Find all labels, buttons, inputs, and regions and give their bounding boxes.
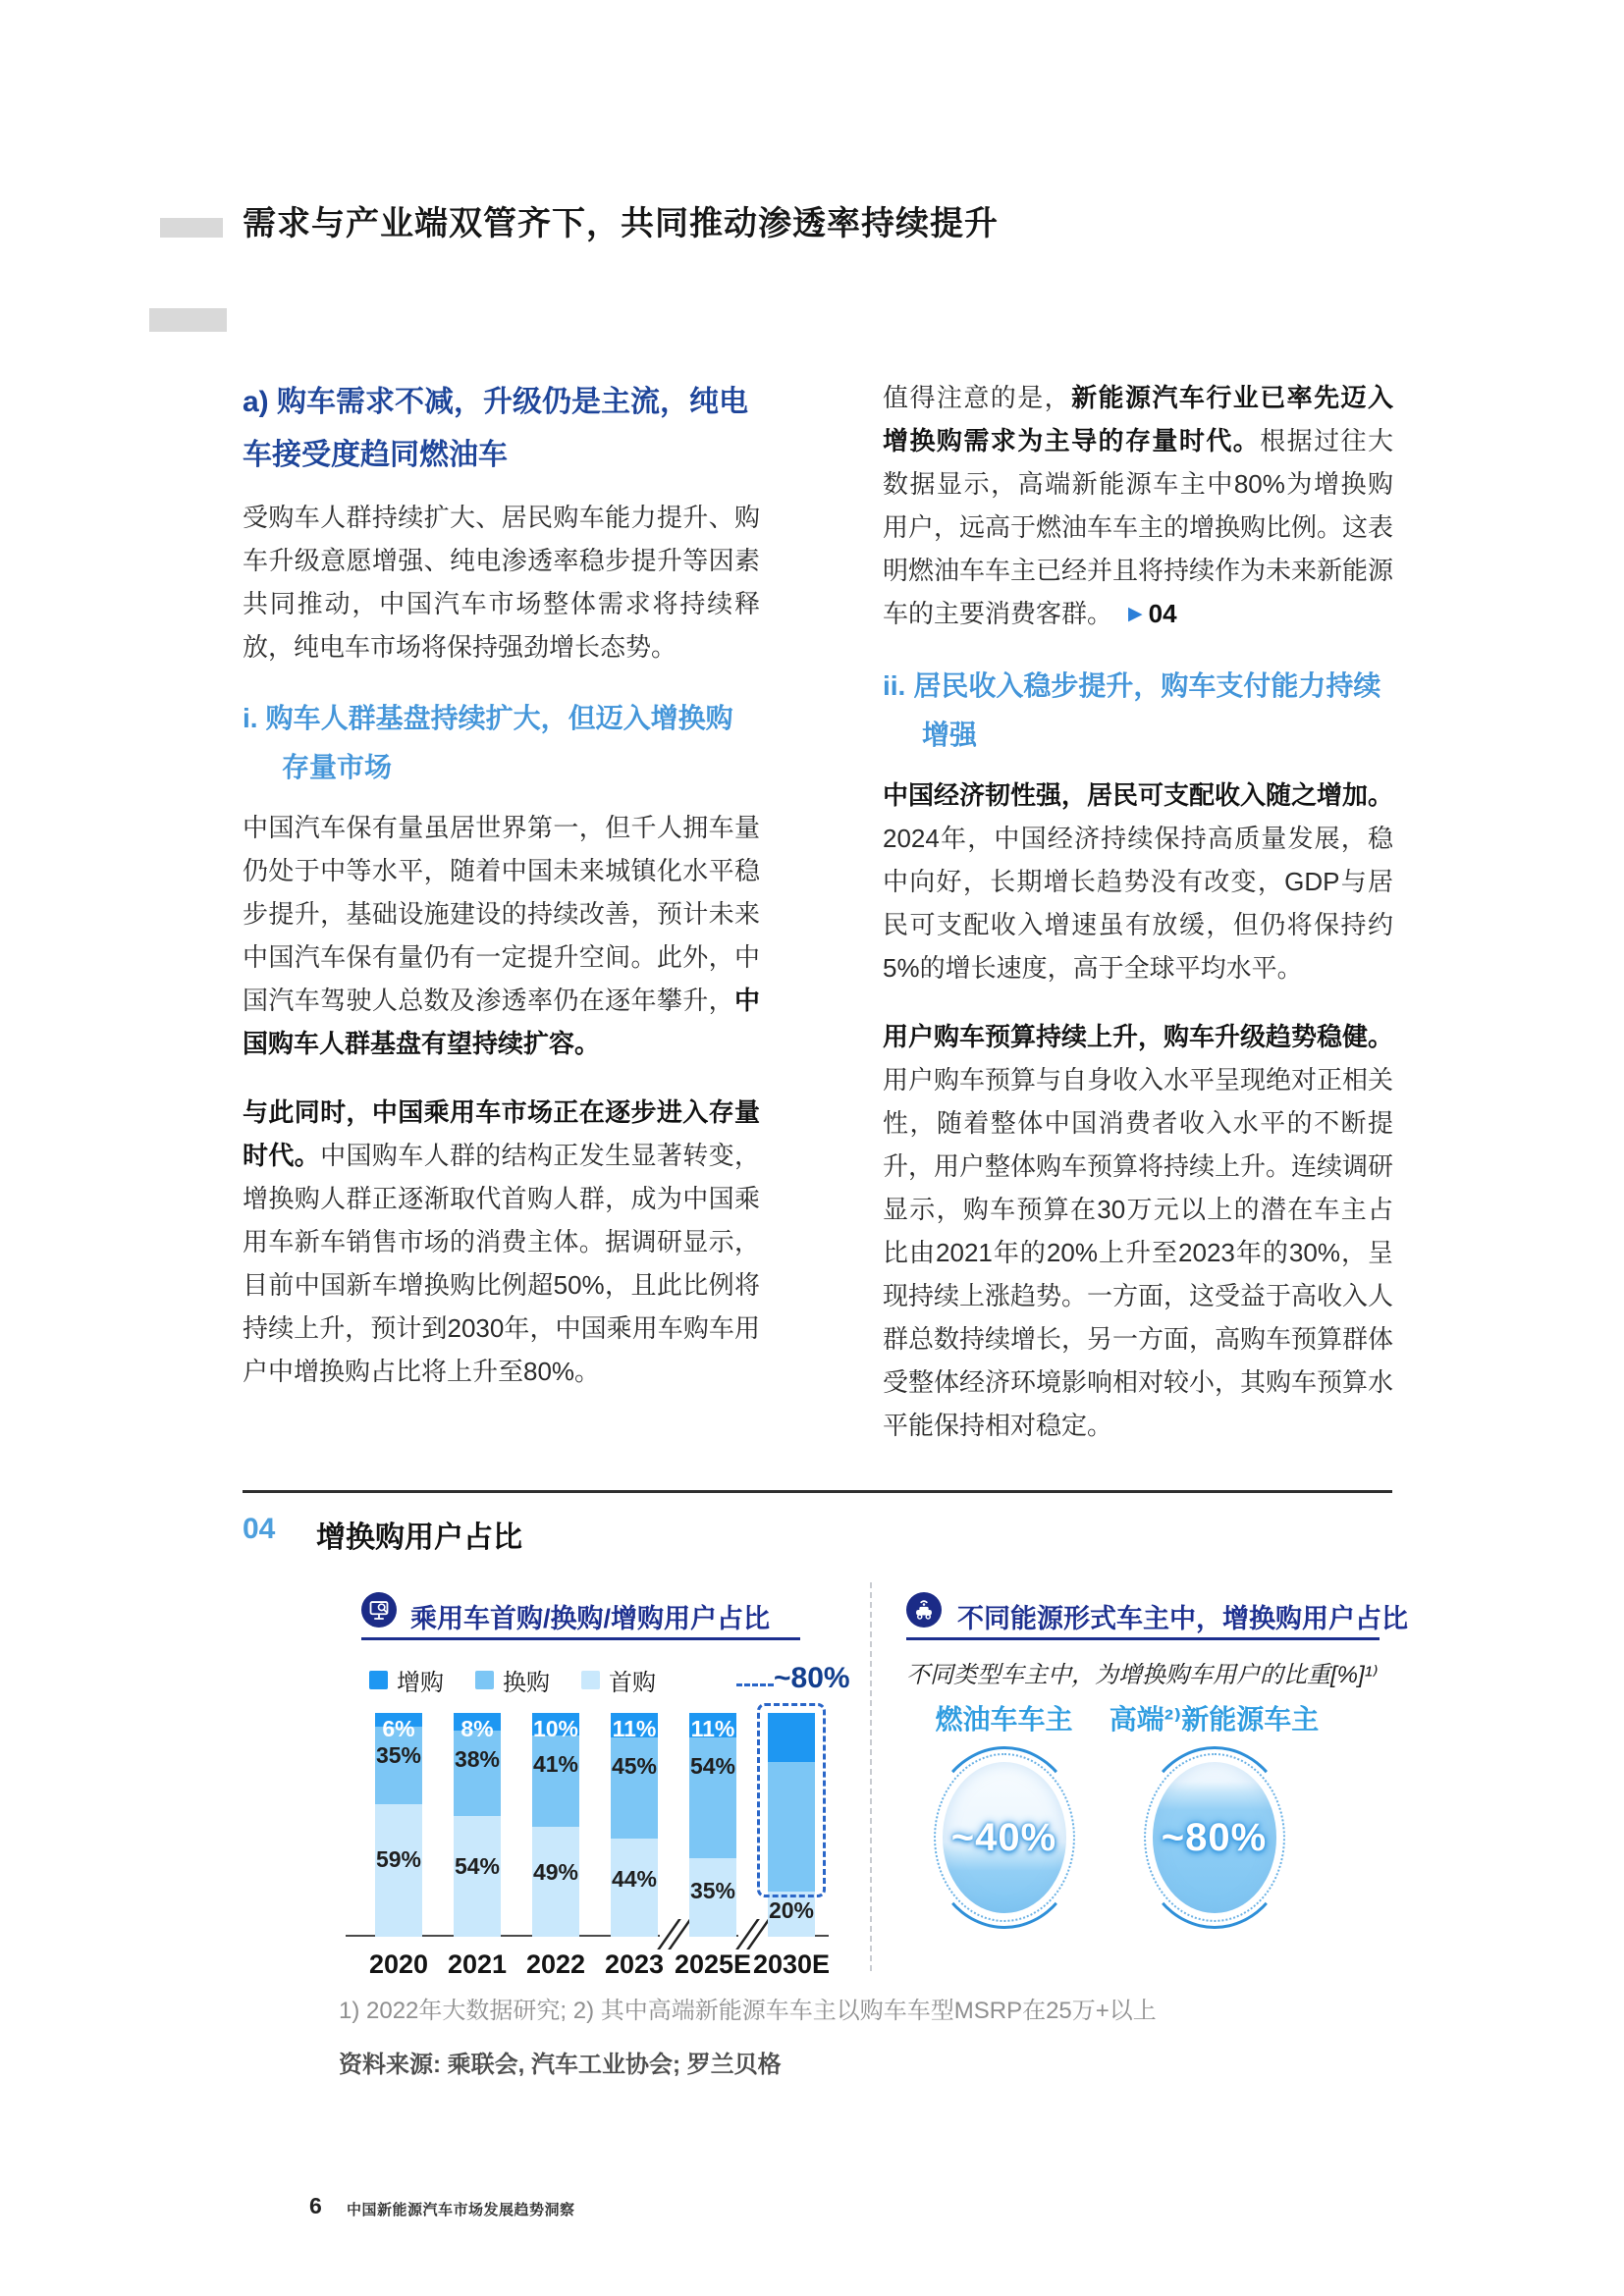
right-panel-subtitle: 不同类型车主中，为增换购车用户的比重[%]¹⁾ bbox=[906, 1662, 1379, 1688]
left-panel-underline bbox=[361, 1637, 800, 1640]
point-ii-heading-text: 居民收入稳步提升，购车支付能力持续增强 bbox=[913, 670, 1381, 750]
paragraph-text: 2024年，中国经济持续保持高质量发展，稳中向好，长期增长趋势没有改变，GDP与居民可支配收入增速虽有放缓，但仍将保持约5%的增长速度，高于全球平均水平。 bbox=[883, 824, 1393, 983]
legend-label: 换购 bbox=[503, 1670, 550, 1696]
bar-value-label: 41% bbox=[532, 1750, 579, 1777]
gauge-label: 高端²⁾新能源车主 bbox=[1109, 1704, 1320, 1735]
legend-swatch bbox=[581, 1671, 600, 1689]
bar-value-label: 10% bbox=[532, 1716, 579, 1741]
right-column bbox=[883, 376, 1393, 1472]
gauge-label: 燃油车车主 bbox=[935, 1704, 1073, 1735]
bar-value-label: 44% bbox=[611, 1865, 658, 1892]
point-ii-heading bbox=[883, 662, 1393, 760]
callout-value-label: ~80% bbox=[774, 1662, 850, 1694]
bar-value-label: 11% bbox=[690, 1716, 735, 1741]
x-axis-tick-label: 2021 bbox=[447, 1949, 508, 1979]
section-divider bbox=[243, 1490, 1392, 1493]
figure-number: 04 bbox=[243, 1513, 276, 1545]
paragraph-bold-text: 中国购车人群基盘有望持续扩容。 bbox=[243, 986, 760, 1058]
legend-item bbox=[581, 1663, 656, 1697]
bar-value-label: 35% bbox=[689, 1877, 736, 1903]
axis-break bbox=[660, 1918, 689, 1951]
bar-value-label: 6% bbox=[382, 1716, 415, 1741]
paragraph-bold-text: 新能源汽车行业已率先迈入增换购需求为主导的存量时代。 bbox=[883, 383, 1393, 455]
point-i-heading-text: 购车人群基盘持续扩大，但迈入增换购存量市场 bbox=[265, 703, 733, 782]
legend-item bbox=[475, 1663, 550, 1697]
decorative-bar bbox=[149, 308, 227, 332]
figure-footnote: 1) 2022年大数据研究; 2) 其中高端新能源车车主以购车车型MSRP在25万+以上 bbox=[339, 1998, 1157, 2024]
page-number: 6 bbox=[309, 2193, 322, 2218]
paragraph-car-parc bbox=[243, 806, 760, 1065]
bar-value-label: 49% bbox=[532, 1859, 579, 1886]
bar-value-label: 54% bbox=[454, 1852, 501, 1879]
figure-source: 资料来源: 乘联会, 汽车工业协会; 罗兰贝格 bbox=[339, 2052, 782, 2078]
paragraph-bold-text: 与此同时，中国乘用车市场正在逐步进入存量时代。 bbox=[243, 1097, 760, 1170]
figure-title: 增换购用户占比 bbox=[316, 1522, 522, 1554]
left-column bbox=[243, 376, 760, 1418]
gauge-value: ~80% bbox=[1161, 1815, 1268, 1859]
paragraph-income bbox=[883, 774, 1393, 989]
page-title: 需求与产业端双管齐下，共同推动渗透率持续提升 bbox=[243, 205, 999, 242]
bar-value-label: 59% bbox=[375, 1845, 422, 1872]
legend-swatch bbox=[369, 1671, 388, 1689]
x-axis-tick-label: 2025E bbox=[674, 1949, 752, 1979]
paragraph-text: 值得注意的是， bbox=[883, 383, 1072, 412]
legend-swatch bbox=[475, 1671, 494, 1689]
figure-04-reference[interactable] bbox=[1128, 599, 1177, 628]
left-panel-title: 乘用车首购/换购/增购用户占比 bbox=[410, 1604, 771, 1633]
bar-segment-trade bbox=[454, 1731, 501, 1816]
bar-value-label: 11% bbox=[612, 1716, 657, 1741]
bar-value-label: 54% bbox=[689, 1753, 736, 1780]
right-panel-underline bbox=[906, 1637, 1380, 1640]
bar-segment-trade bbox=[532, 1735, 579, 1827]
subsection-a-heading: a) 购车需求不减，升级仍是主流，纯电车接受度趋同燃油车 bbox=[243, 386, 749, 471]
legend-item bbox=[369, 1663, 444, 1697]
paragraph-bold-text: 中国经济韧性强，居民可支配收入随之增加。 bbox=[883, 780, 1394, 810]
paragraph-bold-text: 用户购车预算持续上升，购车升级趋势稳健。 bbox=[883, 1022, 1394, 1051]
triangle-icon: ▶ bbox=[1128, 604, 1143, 624]
monitor-magnifier-icon bbox=[361, 1592, 397, 1632]
x-axis-tick-label: 2020 bbox=[368, 1949, 429, 1979]
callout-dashed-line bbox=[736, 1683, 774, 1686]
paragraph-demand: 受购车人群持续扩大、居民购车能力提升、购车升级意愿增强、纯电渗透率稳步提升等因素共同推动，中国汽车市场整体需求将持续释放，纯电车市场将保持强劲增长态势。 bbox=[243, 503, 760, 662]
chart-legend bbox=[369, 1663, 656, 1697]
right-panel-title: 不同能源形式车主中，增换购用户占比 bbox=[957, 1604, 1408, 1633]
x-axis-tick-label: 2022 bbox=[525, 1949, 586, 1979]
paragraph-budget bbox=[883, 1015, 1393, 1447]
gauge-circle bbox=[1144, 1753, 1285, 1922]
paragraph-text: 中国购车人群的结构正发生显著转变，增换购人群正逐渐取代首购人群，成为中国乘用车新车销售市场的消费主体。据调研显示，目前中国新车增换购比例超50%，且此比例将持续上升，预计到2030年，中国乘用车购车用户中增换购占比将上升至80%。 bbox=[243, 1141, 760, 1386]
x-axis-tick-label: 2023 bbox=[604, 1949, 665, 1979]
paragraph-nev-stock bbox=[883, 376, 1393, 636]
decorative-bar bbox=[160, 218, 223, 238]
bar-value-label: 35% bbox=[375, 1741, 422, 1768]
bar-value-label: 20% bbox=[768, 1896, 815, 1923]
bar-value-label: 8% bbox=[460, 1716, 494, 1741]
gauge bbox=[889, 1698, 1119, 1922]
bar-value-label: 38% bbox=[454, 1746, 501, 1773]
paragraph-text: 用户购车预算与自身收入水平呈现绝对正相关性，随着整体中国消费者收入水平的不断提升，用户整体购车预算将持续上升。连续调研显示，购车预算在30万元以上的潜在车主占比由2021年的20%上升至2023年的30%，呈现持续上涨趋势。一方面，这受益于高收入人群总数持续增长，另一方面，高购车预算群体受整体经济环境影响相对较小，其购车预算水平能保持相对稳定。 bbox=[883, 1065, 1394, 1440]
paragraph-text: 根据过往大数据显示，高端新能源车主中80%为增换购用户，远高于燃油车车主的增换购比例。这表明燃油车车主已经并且将持续作为未来新能源车的主要消费客群。 bbox=[883, 426, 1394, 628]
legend-label: 首购 bbox=[609, 1670, 656, 1696]
paragraph-stock-era bbox=[243, 1091, 760, 1393]
gauge-circle bbox=[934, 1753, 1075, 1922]
gauge bbox=[1099, 1698, 1329, 1922]
gauge-value: ~40% bbox=[950, 1815, 1057, 1859]
point-i-marker: i. bbox=[243, 703, 258, 733]
car-connectivity-icon bbox=[906, 1592, 942, 1632]
point-i-heading bbox=[243, 694, 760, 792]
bar-value-label: 45% bbox=[611, 1753, 658, 1780]
paragraph-text: 中国汽车保有量虽居世界第一，但千人拥车量仍处于中等水平，随着中国未来城镇化水平稳步提升，基础设施建设的持续改善，预计未来中国汽车保有量仍有一定提升空间。此外，中国汽车驾驶人总数及渗透率仍在逐年攀升， bbox=[243, 813, 760, 1015]
forecast-highlight-box bbox=[757, 1703, 826, 1897]
panel-divider bbox=[870, 1582, 872, 1971]
legend-label: 增购 bbox=[397, 1670, 444, 1696]
x-axis-tick-label: 2030E bbox=[752, 1949, 831, 1979]
figure-04-reference-number: 04 bbox=[1148, 599, 1177, 628]
footer-booklet-title: 中国新能源汽车市场发展趋势洞察 bbox=[347, 2202, 575, 2218]
point-ii-marker: ii. bbox=[883, 670, 906, 701]
